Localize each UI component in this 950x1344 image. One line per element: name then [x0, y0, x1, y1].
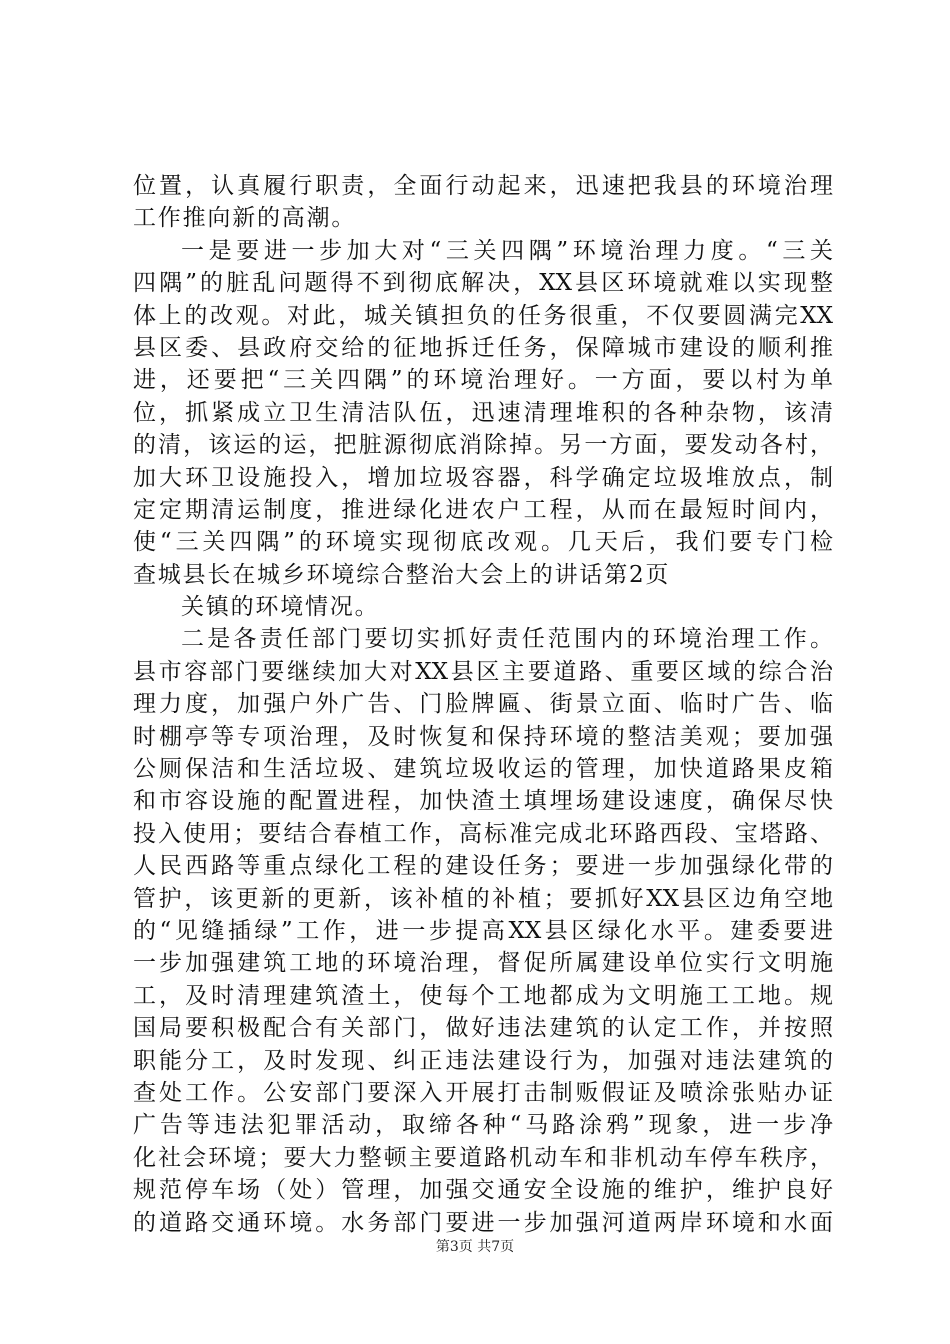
text-line: 的清，该运的运，把脏源彻底消除掉。另一方面，要发动各村， [133, 432, 833, 459]
text-line: 加大环卫设施投入，增加垃圾容器，科学确定垃圾堆放点，制 [133, 464, 833, 491]
text-line: 县市容部门要继续加大对XX县区主要道路、重要区域的综合治 [133, 658, 833, 685]
text-line: 职能分工，及时发现、纠正违法建设行为，加强对违法建筑的 [133, 1047, 833, 1074]
text-line: 理力度，加强户外广告、门脸牌匾、街景立面、临时广告、临 [133, 691, 833, 718]
text-line: 查处工作。公安部门要深入开展打击制贩假证及喷涂张贴办证 [133, 1079, 833, 1106]
text-line: 的“见缝插绿”工作，进一步提高XX县区绿化水平。建委要进 [133, 917, 833, 944]
text-line: 和市容设施的配置进程，加快渣土填埋场建设速度，确保尽快 [133, 788, 833, 815]
text-line: 工作推向新的高潮。 [133, 205, 357, 232]
text-line: 管护，该更新的更新，该补植的补植；要抓好XX县区边角空地 [133, 885, 833, 912]
text-line: 定定期清运制度，推进绿化进农户工程，从而在最短时间内， [133, 496, 833, 523]
text-line: 规范停车场（处）管理，加强交通安全设施的维护，维护良好 [133, 1177, 833, 1204]
text-line: 二是各责任部门要切实抓好责任范围内的环境治理工作。 [181, 626, 833, 653]
text-line: 广告等违法犯罪活动，取缔各种“马路涂鸦”现象，进一步净 [133, 1112, 833, 1139]
text-line: 体上的改观。对此，城关镇担负的任务很重，不仅要圆满完XX [133, 302, 833, 329]
document-body [133, 170, 833, 1239]
text-line: 一步加强建筑工地的环境治理，督促所属建设单位实行文明施 [133, 950, 833, 977]
text-line: 工，及时清理建筑渣土，使每个工地都成为文明施工工地。规 [133, 982, 833, 1009]
text-line: 公厕保洁和生活垃圾、建筑垃圾收运的管理，加快道路果皮箱 [133, 756, 833, 783]
text-line: 进，还要把“三关四隅”的环境治理好。一方面，要以村为单 [133, 367, 833, 394]
text-line: 位，抓紧成立卫生清洁队伍，迅速清理堆积的各种杂物，该清 [133, 399, 833, 426]
text-line: 查城县长在城乡环境综合整治大会上的讲话第2页 [133, 561, 671, 588]
text-line: 四隅”的脏乱问题得不到彻底解决，XX县区环境就难以实现整 [133, 270, 833, 297]
text-line: 人民西路等重点绿化工程的建设任务；要进一步加强绿化带的 [133, 853, 833, 880]
text-line: 使“三关四隅”的环境实现彻底改观。几天后，我们要专门检 [133, 529, 833, 556]
text-line: 一是要进一步加大对“三关四隅”环境治理力度。“三关 [181, 237, 833, 264]
text-line: 关镇的环境情况。 [181, 594, 380, 621]
text-line: 投入使用；要结合春植工作，高标准完成北环路西段、宝塔路、 [133, 820, 833, 847]
text-line: 国局要积极配合有关部门，做好违法建筑的认定工作，并按照 [133, 1015, 833, 1042]
text-line: 的道路交通环境。水务部门要进一步加强河道两岸环境和水面 [133, 1209, 833, 1236]
text-line: 位置，认真履行职责，全面行动起来，迅速把我县的环境治理 [133, 173, 833, 199]
page-footer: 第3页 共7页 [435, 1239, 515, 1255]
text-line: 化社会环境；要大力整顿主要道路机动车和非机动车停车秩序， [133, 1144, 833, 1171]
text-line: 县区委、县政府交给的征地拆迁任务，保障城市建设的顺利推 [133, 334, 833, 361]
text-line: 时棚亭等专项治理，及时恢复和保持环境的整洁美观；要加强 [133, 723, 833, 750]
